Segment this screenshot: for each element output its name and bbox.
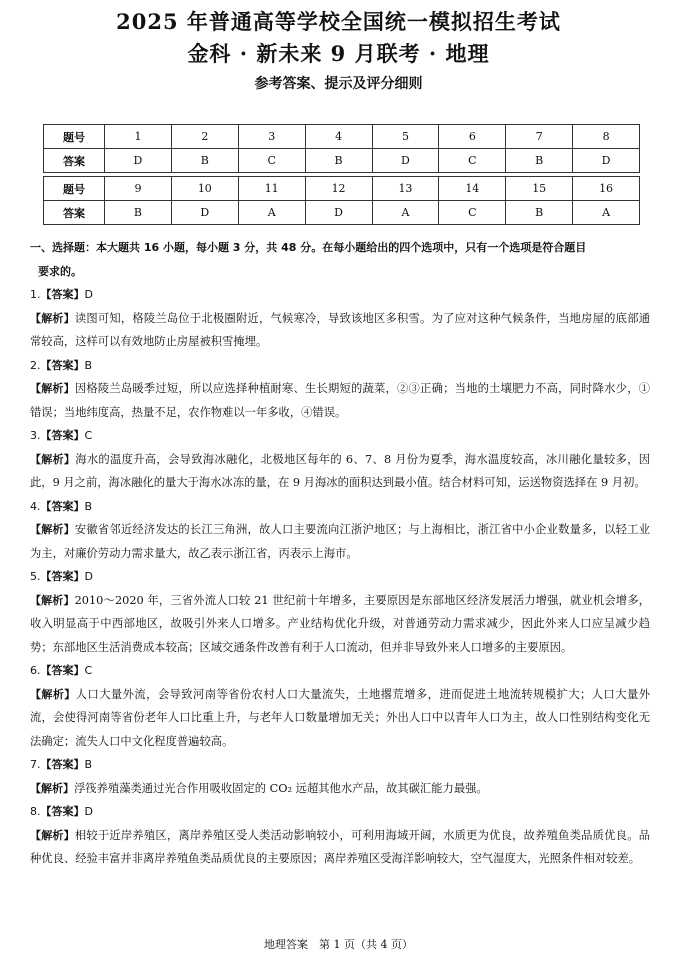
question-number: 2	[171, 125, 238, 149]
question-number: 8.	[30, 805, 41, 818]
explanation-text: 读图可知，格陵兰岛位于北极圈附近，气候寒冷，导致该地区多积雪。为了应对这种气候条件，当地房屋的底部通常较高，这样可以有效地防止房屋被积雪掩埋。	[30, 311, 650, 348]
answer-line	[30, 495, 650, 519]
explanation-text: 浮筏养殖藻类通过光合作用吸收固定的 CO₂ 远超其他水产品，故其碳汇能力最强。	[74, 781, 488, 795]
answer-value: C	[84, 664, 93, 677]
section-heading	[30, 236, 650, 283]
exam-title: 2025 年普通高等学校全国统一模拟招生考试	[116, 9, 561, 34]
explanation	[30, 824, 650, 871]
question-number: 16	[573, 177, 640, 201]
answer-cell: D	[305, 201, 372, 225]
answer-cell: C	[439, 149, 506, 173]
answer-tag: 【答案】	[40, 499, 85, 513]
answer-cell: A	[573, 201, 640, 225]
answer-cell: B	[506, 149, 573, 173]
explanation-text: 相较于近岸养殖区，离岸养殖区受人类活动影响较小，可利用海域开阔，水质更为优良，故养殖鱼类品质优良。品种优良、经验丰富并非离岸养殖鱼类品质优良的主要原因；离岸养殖区受海洋影响较大，空气湿度大，光照条件相对较差。	[30, 828, 650, 865]
explanation	[30, 777, 650, 801]
explanation-text: 人口大量外流，会导致河南等省份农村人口大量流失，土地撂荒增多，进而促进土地流转规模扩大；人口大量外流，会使得河南等省份老年人口比重上升，与老年人口数量增加无关；外出人口中以青年人口为主，故人口性别结构变化无法确定；流失人口中文化程度普遍较高。	[30, 687, 650, 748]
answer-tag: 【答案】	[40, 429, 85, 442]
explanation	[30, 589, 650, 660]
answer-heading: 参考答案、提示及评分细则	[254, 76, 423, 92]
answer-cell: D	[573, 149, 640, 173]
answer-cell: A	[372, 201, 439, 225]
question-number: 15	[506, 177, 573, 201]
explanation	[30, 683, 650, 754]
question-number: 12	[305, 177, 372, 201]
exam-subtitle: 金科 · 新未来 9 月联考 · 地理	[187, 41, 490, 66]
answer-cell: C	[238, 149, 305, 173]
row-label-number: 题号	[44, 177, 105, 201]
explanation	[30, 448, 650, 495]
answer-tag: 【答案】	[40, 664, 85, 677]
answer-cell: B	[506, 201, 573, 225]
explanation-text: 2010～2020 年，三省外流人口较 21 世纪前十年增多，主要原因是东部地区经济发展活力增强，就业机会增多，收入明显高于中西部地区，故吸引外来人口增多。产业结构优化升级，对普通劳动力需求减少，因此外来人口应呈减少趋势；东部地区生活消费成本较高；区域交通条件改善有利于人口流动，但并非导致外来人口增多的主要原因。	[30, 593, 650, 654]
question-number: 9	[105, 177, 172, 201]
question-number: 8	[573, 125, 640, 149]
section-heading-line1: 一、选择题：本大题共 16 小题，每小题 3 分，共 48 分。在每小题给出的四个选项中，只有一个选项是符合题目	[30, 241, 587, 254]
answer-cell: C	[439, 201, 506, 225]
question-number: 7	[506, 125, 573, 149]
explanation-tag: 【解析】	[30, 687, 76, 701]
question-number: 4	[305, 125, 372, 149]
explanation-tag: 【解析】	[30, 593, 75, 607]
question-number: 6.	[30, 664, 41, 677]
answer-cell: D	[105, 149, 172, 173]
answer-line	[30, 424, 650, 448]
answer-line	[30, 565, 650, 589]
answer-value: D	[84, 288, 93, 301]
answer-value: B	[84, 358, 93, 372]
answer-cell: B	[105, 201, 172, 225]
table-row-answers	[44, 201, 640, 225]
explanation-text: 因格陵兰岛暖季过短，所以应选择种植耐寒、生长期短的蔬菜，②③正确；当地的土壤肥力不高，同时降水少，①错误；当地纬度高，热量不足，农作物难以一年多收，④错误。	[30, 382, 650, 419]
section-heading-line2: 要求的。	[38, 264, 82, 278]
answer-tag: 【答案】	[40, 805, 85, 818]
explanation	[30, 307, 650, 354]
answer-cell: D	[171, 201, 238, 225]
explanation-tag: 【解析】	[30, 828, 75, 842]
answer-value: D	[84, 805, 93, 818]
question-number: 13	[372, 177, 439, 201]
table-row-numbers	[44, 125, 640, 149]
row-label-answer: 答案	[44, 201, 105, 225]
answer-line	[30, 283, 650, 307]
page-footer: 地理答案 第 1 页（共 4 页）	[264, 938, 413, 951]
question-number: 11	[238, 177, 305, 201]
explanation-tag: 【解析】	[30, 781, 74, 795]
answer-cell: B	[305, 149, 372, 173]
answer-tag: 【答案】	[40, 288, 85, 301]
answer-value: C	[84, 429, 93, 442]
row-label-number: 题号	[44, 125, 105, 149]
question-number: 6	[439, 125, 506, 149]
question-number: 10	[171, 177, 238, 201]
question-number: 7.	[30, 758, 41, 771]
answer-cell: B	[171, 149, 238, 173]
table-row-answers	[44, 149, 640, 173]
answer-tag: 【答案】	[40, 758, 85, 771]
explanations	[30, 236, 650, 871]
explanation-tag: 【解析】	[30, 523, 75, 536]
answer-value: B	[84, 499, 93, 513]
answer-value: B	[84, 758, 93, 771]
explanation-text: 安徽省邻近经济发达的长江三角洲，故人口主要流向江浙沪地区；与上海相比，浙江省中小企业数量多，以轻工业为主，对廉价劳动力需求量大，故乙表示浙江省，丙表示上海市。	[30, 523, 650, 560]
answer-cell: A	[238, 201, 305, 225]
question-number: 2.	[30, 358, 41, 372]
answer-line	[30, 659, 650, 683]
question-number: 14	[439, 177, 506, 201]
table-row-numbers	[44, 177, 640, 201]
answer-tag: 【答案】	[40, 570, 85, 583]
question-number: 4.	[30, 499, 41, 513]
answer-line	[30, 753, 650, 777]
answer-line	[30, 354, 650, 378]
question-number: 5	[372, 125, 439, 149]
answer-cell: D	[372, 149, 439, 173]
question-number: 3	[238, 125, 305, 149]
answer-line	[30, 800, 650, 824]
explanation-tag: 【解析】	[30, 382, 75, 395]
explanation-text: 海水的温度升高，会导致海冰融化，北极地区每年的 6、7、8 月份为夏季，海水温度较高，冰川融化量较多，因此，9 月之前，海冰融化的量大于海水冰冻的量，在 9 月海冰的面积达到最小值。结合材料可知，运送物资选择在 9 月初。	[30, 452, 651, 489]
explanation-tag: 【解析】	[30, 452, 76, 466]
answer-value: D	[84, 570, 93, 583]
question-number: 3.	[30, 429, 41, 442]
question-number: 1.	[30, 288, 41, 301]
answer-table-2	[43, 176, 640, 225]
question-number: 5.	[30, 570, 41, 583]
answer-table-1	[43, 124, 640, 173]
explanation	[30, 518, 650, 565]
explanation-tag: 【解析】	[30, 311, 75, 325]
answer-tag: 【答案】	[40, 358, 85, 372]
explanation	[30, 377, 650, 424]
question-number: 1	[105, 125, 172, 149]
row-label-answer: 答案	[44, 149, 105, 173]
